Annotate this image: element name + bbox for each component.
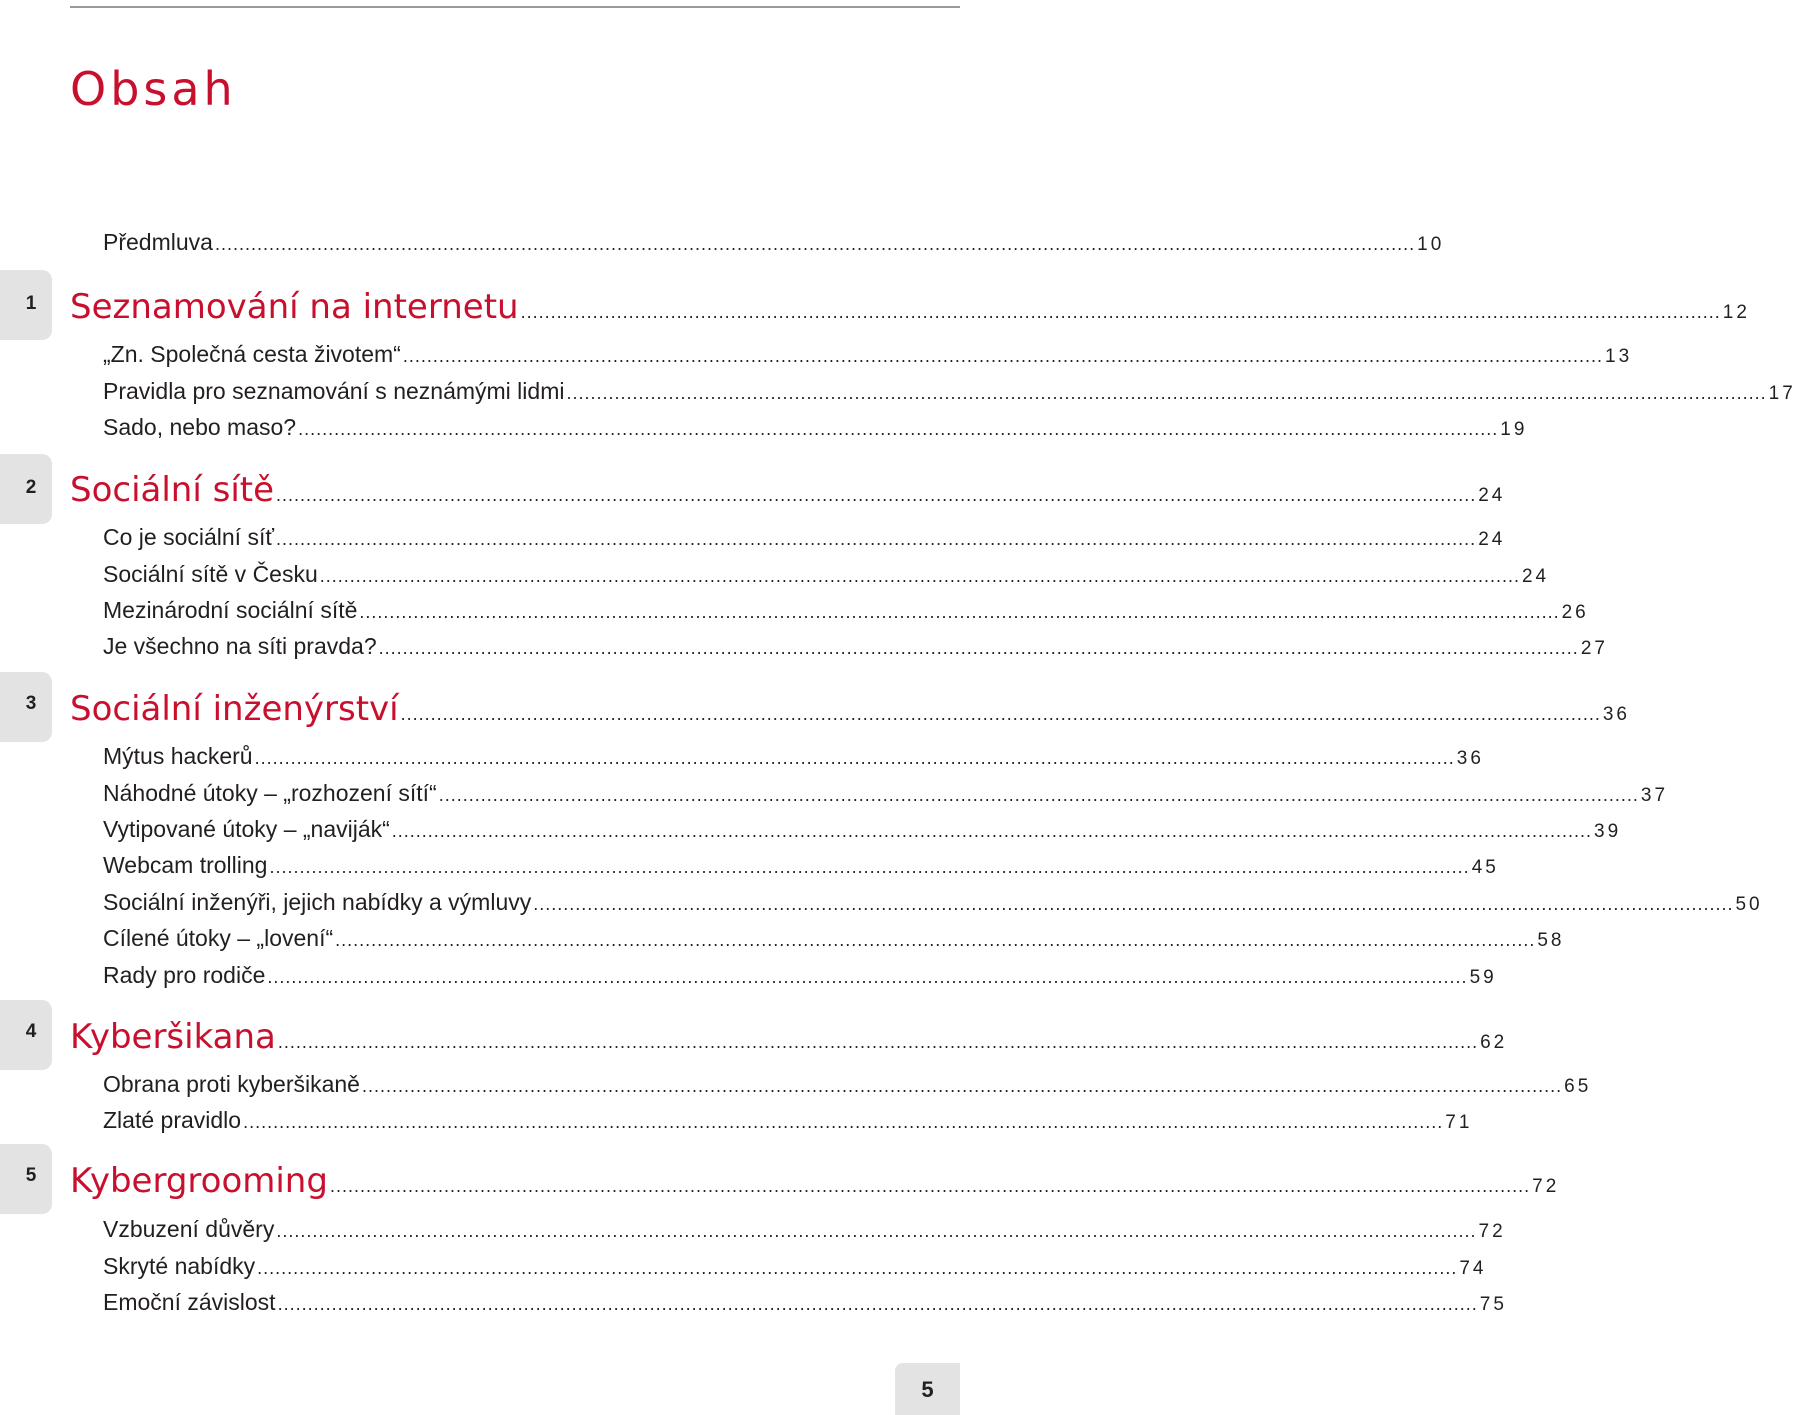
dot-leader: ........................................................................................................................................................................................................ bbox=[533, 894, 1734, 914]
toc-entry[interactable] bbox=[103, 924, 1565, 955]
toc-chapter[interactable] bbox=[70, 1017, 1508, 1063]
toc-page-number: 24 bbox=[1478, 485, 1506, 506]
toc-page-number: 72 bbox=[1478, 1221, 1506, 1242]
chapter-tab-number: 2 bbox=[25, 477, 37, 498]
toc-entry[interactable] bbox=[103, 377, 1796, 408]
toc-entry-label: Náhodné útoky – „rozhození sítí“ bbox=[103, 780, 437, 806]
toc-page-number: 50 bbox=[1735, 894, 1763, 915]
toc-entry[interactable] bbox=[103, 851, 1499, 882]
toc-page-number: 37 bbox=[1640, 785, 1669, 806]
toc-page-number: 72 bbox=[1532, 1176, 1560, 1197]
toc-entry-label: Vytipované útoky – „naviják“ bbox=[103, 816, 390, 842]
toc-page-number: 10 bbox=[1417, 234, 1445, 255]
toc-page-number: 24 bbox=[1478, 529, 1506, 550]
toc-page-number: 36 bbox=[1456, 748, 1484, 769]
toc-page-number: 27 bbox=[1580, 638, 1608, 659]
toc-chapter[interactable] bbox=[70, 470, 1506, 516]
dot-leader: ........................................................................................................................................................................................................ bbox=[269, 857, 1470, 877]
toc-entry[interactable] bbox=[103, 632, 1608, 663]
toc-chapter[interactable] bbox=[70, 287, 1750, 333]
toc-entry-label: Obrana proti kyberšikaně bbox=[103, 1071, 360, 1097]
dot-leader: ........................................................................................................................................................................................................ bbox=[298, 419, 1499, 439]
chapter-tab-number: 5 bbox=[25, 1165, 37, 1186]
toc-entry[interactable] bbox=[103, 1215, 1506, 1246]
toc-page-number: 74 bbox=[1459, 1258, 1487, 1279]
page-title: Obsah bbox=[70, 62, 237, 116]
toc-entry-label: Zlaté pravidlo bbox=[103, 1107, 242, 1133]
toc-entry-label: Sado, nebo maso? bbox=[103, 414, 297, 440]
toc-page-number: 36 bbox=[1602, 704, 1630, 725]
dot-leader: ........................................................................................................................................................................................................ bbox=[391, 821, 1592, 841]
toc-entry[interactable] bbox=[103, 1288, 1507, 1319]
page-number-badge bbox=[895, 1363, 960, 1415]
toc-chapter-label: Kyberšikana bbox=[70, 1017, 276, 1057]
toc-entry[interactable] bbox=[103, 1106, 1473, 1137]
toc-entry[interactable] bbox=[103, 742, 1484, 773]
chapter-tab-number: 3 bbox=[25, 693, 37, 714]
toc-chapter[interactable] bbox=[70, 689, 1630, 735]
toc-page-number: 62 bbox=[1480, 1032, 1508, 1053]
dot-leader: ........................................................................................................................................................................................................ bbox=[520, 302, 1721, 322]
dot-leader: ........................................................................................................................................................................................................ bbox=[378, 638, 1579, 658]
toc-entry[interactable] bbox=[103, 413, 1528, 444]
dot-leader: ........................................................................................................................................................................................................ bbox=[243, 1112, 1444, 1132]
toc-page-number: 13 bbox=[1605, 346, 1633, 367]
toc-page-number: 26 bbox=[1561, 602, 1589, 623]
toc-entry-label: Je všechno na síti pravda? bbox=[103, 633, 377, 659]
dot-leader: ........................................................................................................................................................................................................ bbox=[359, 602, 1560, 622]
toc-page-number: 75 bbox=[1479, 1294, 1507, 1315]
toc-entry[interactable] bbox=[103, 560, 1550, 591]
toc-entry-label: Vzbuzení důvěry bbox=[103, 1216, 275, 1242]
dot-leader: ........................................................................................................................................................................................................ bbox=[254, 748, 1455, 768]
toc-entry-label: Sociální sítě v Česku bbox=[103, 561, 318, 587]
dot-leader: ........................................................................................................................................................................................................ bbox=[566, 383, 1767, 403]
dot-leader: ........................................................................................................................................................................................................ bbox=[277, 1294, 1478, 1314]
dot-leader: ........................................................................................................................................................................................................ bbox=[438, 785, 1639, 805]
page-number: 5 bbox=[921, 1377, 934, 1402]
toc-entry-label: Předmluva bbox=[103, 229, 213, 255]
toc-entry-label: Co je sociální síť bbox=[103, 524, 274, 550]
toc-entry[interactable] bbox=[103, 523, 1506, 554]
toc-entry-label: Webcam trolling bbox=[103, 852, 268, 878]
toc-entry-label: „Zn. Společná cesta životem“ bbox=[103, 341, 401, 367]
dot-leader: ........................................................................................................................................................................................................ bbox=[214, 234, 1416, 254]
toc-chapter[interactable] bbox=[70, 1161, 1560, 1207]
dot-leader: ........................................................................................................................................................................................................ bbox=[276, 1221, 1477, 1241]
dot-leader: ........................................................................................................................................................................................................ bbox=[400, 704, 1601, 724]
toc-entry-label: Emoční závislost bbox=[103, 1289, 276, 1315]
toc-entry[interactable] bbox=[103, 888, 1763, 919]
toc-entry[interactable] bbox=[103, 815, 1622, 846]
toc-entry-label: Rady pro rodiče bbox=[103, 962, 266, 988]
toc-entry-label: Mezinárodní sociální sítě bbox=[103, 597, 358, 623]
toc-entry[interactable] bbox=[103, 340, 1633, 371]
dot-leader: ........................................................................................................................................................................................................ bbox=[275, 529, 1477, 549]
dot-leader: ........................................................................................................................................................................................................ bbox=[402, 346, 1604, 366]
chapter-tab-number: 4 bbox=[25, 1021, 37, 1042]
toc-page-number: 19 bbox=[1500, 419, 1528, 440]
toc-page-number: 59 bbox=[1469, 967, 1497, 988]
toc-chapter-label: Sociální sítě bbox=[70, 470, 275, 510]
dot-leader: ........................................................................................................................................................................................................ bbox=[319, 566, 1520, 586]
toc-chapter-label: Sociální inženýrství bbox=[70, 689, 399, 729]
toc-entry-label: Pravidla pro seznamování s neznámými lidmi bbox=[103, 378, 565, 404]
toc-entry-label: Skryté nabídky bbox=[103, 1253, 256, 1279]
toc-page-number: 12 bbox=[1722, 302, 1750, 323]
toc-page-number: 58 bbox=[1537, 930, 1565, 951]
dot-leader: ........................................................................................................................................................................................................ bbox=[335, 930, 1536, 950]
toc-chapter-label: Kybergrooming bbox=[70, 1161, 328, 1201]
toc-page-number: 39 bbox=[1594, 821, 1622, 842]
toc-entry[interactable] bbox=[103, 596, 1589, 627]
dot-leader: ........................................................................................................................................................................................................ bbox=[267, 967, 1468, 987]
toc-entry[interactable] bbox=[103, 779, 1669, 810]
toc-entry[interactable] bbox=[103, 1252, 1487, 1283]
chapter-tab-number: 1 bbox=[25, 293, 37, 314]
toc-page-number: 17 bbox=[1768, 383, 1796, 404]
dot-leader: ........................................................................................................................................................................................................ bbox=[361, 1076, 1563, 1096]
dot-leader: ........................................................................................................................................................................................................ bbox=[276, 485, 1477, 505]
toc-page-number: 45 bbox=[1471, 857, 1499, 878]
toc-entry[interactable] bbox=[103, 961, 1497, 992]
toc-entry[interactable] bbox=[103, 1070, 1592, 1101]
toc-page-number: 24 bbox=[1521, 566, 1550, 587]
toc-page-number: 71 bbox=[1445, 1112, 1473, 1133]
toc-page-number: 65 bbox=[1564, 1076, 1592, 1097]
toc-entry-label: Cílené útoky – „lovení“ bbox=[103, 925, 334, 951]
dot-leader: ........................................................................................................................................................................................................ bbox=[277, 1032, 1479, 1052]
toc-entry[interactable] bbox=[103, 228, 1445, 259]
dot-leader: ........................................................................................................................................................................................................ bbox=[257, 1258, 1458, 1278]
toc-chapter-label: Seznamování na internetu bbox=[70, 287, 519, 327]
dot-leader: ........................................................................................................................................................................................................ bbox=[329, 1176, 1531, 1196]
toc-entry-label: Sociální inženýři, jejich nabídky a výmluvy bbox=[103, 889, 532, 915]
toc-entry-label: Mýtus hackerů bbox=[103, 743, 253, 769]
